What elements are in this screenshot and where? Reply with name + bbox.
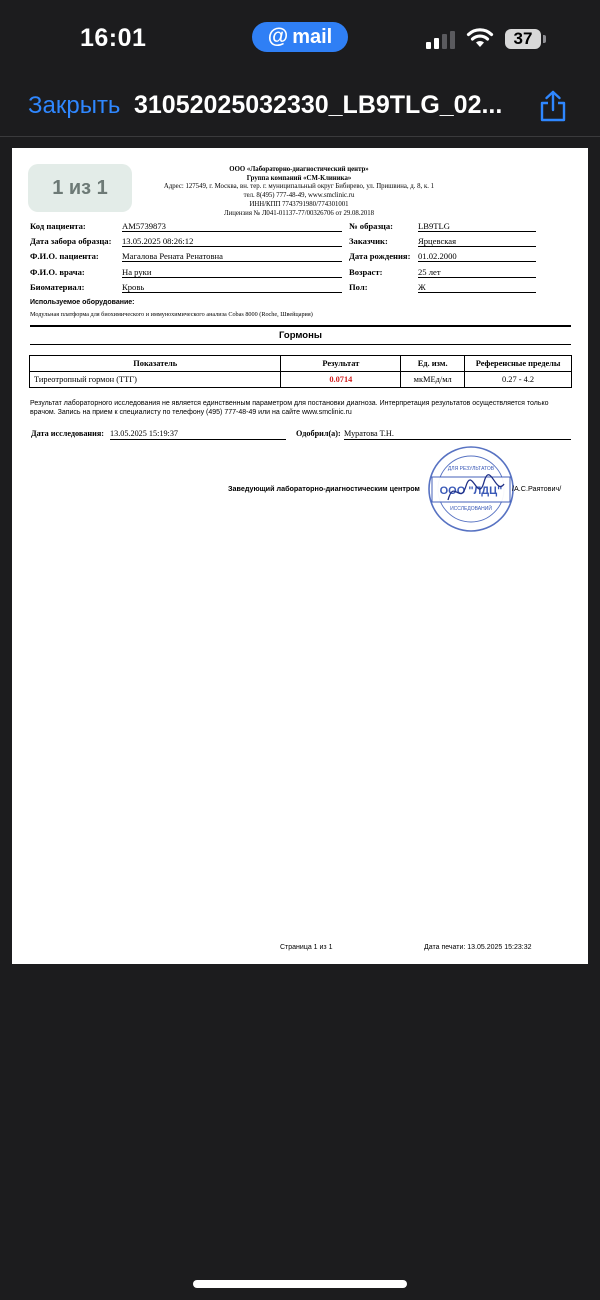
birth-date-value: 01.02.2000	[418, 251, 536, 262]
battery-cap	[543, 35, 546, 43]
page-counter: 1 из 1	[28, 164, 132, 212]
footer-print-date: Дата печати: 13.05.2025 15:23:32	[424, 944, 532, 951]
stamp-line-2: ООО "ЛДЦ"	[439, 485, 503, 497]
lab-address: Адрес: 127549, г. Москва, вн. тер. г. муниципальный округ Бибирево, ул. Пришвина, д. 8, к. 1	[163, 183, 435, 191]
birth-date-label: Дата рождения:	[349, 251, 411, 261]
research-date-value: 13.05.2025 15:19:37	[110, 428, 286, 440]
section-divider-top	[30, 325, 571, 327]
indicator-name: Тиреотропный гормон (ТТГ)	[30, 372, 281, 388]
lab-contacts: тел. 8(495) 777-48-49, www.smclinic.ru	[243, 192, 355, 200]
unit-value: мкМЕд/мл	[401, 372, 465, 388]
lab-header	[134, 166, 464, 218]
mail-return-pill[interactable]	[252, 22, 348, 52]
results-table	[29, 355, 572, 388]
share-icon[interactable]	[538, 90, 568, 122]
patient-name-label: Ф.И.О. пациента:	[30, 251, 99, 261]
stamp-line-3: ИССЛЕДОВАНИЙ	[450, 506, 492, 512]
stamp-line-1: ДЛЯ РЕЗУЛЬТАТОВ	[447, 466, 495, 472]
sample-number-value: LB9TLG	[418, 221, 536, 232]
section-title: Гормоны	[279, 330, 322, 341]
customer-label: Заказчик:	[349, 236, 388, 246]
status-bar	[0, 0, 600, 80]
close-button[interactable]: Закрыть	[28, 92, 121, 119]
disclaimer-text: Результат лабораторного исследования не является единственным параметром для постановки диагноза. Интерпретация результатов осуществляется только врачом. Запись на прием к специалисту по телефону (495) 777-48-49 или на сайте www.smclinic.ru	[30, 400, 549, 416]
sex-value: Ж	[418, 282, 536, 293]
lab-license: Лицензия № Л041-01137-77/00326706 от 29.08.2018	[223, 209, 375, 217]
home-indicator[interactable]	[193, 1280, 407, 1288]
biomaterial-value: Кровь	[122, 282, 342, 293]
battery-level: 37	[513, 29, 533, 48]
approved-by-label: Одобрил(а):	[296, 429, 341, 438]
head-of-lab-name: /А.С.Раятович/	[512, 484, 562, 493]
at-sign-icon: @	[267, 25, 289, 48]
age-label: Возраст:	[349, 267, 383, 277]
equipment-label: Используемое оборудование:	[30, 299, 135, 306]
customer-value: Ярцевская	[418, 236, 536, 247]
head-of-lab-title: Заведующий лабораторно-диагностическим центром	[228, 484, 420, 493]
sample-date-label: Дата забора образца:	[30, 236, 112, 246]
mail-pill-label: mail	[292, 25, 333, 48]
table-header-row	[30, 356, 572, 372]
sample-number-label: № образца:	[349, 221, 394, 231]
sex-label: Пол:	[349, 282, 368, 292]
sample-date-value: 13.05.2025 08:26:12	[122, 236, 342, 247]
doctor-name-value: На руки	[122, 267, 342, 278]
document-page[interactable]	[12, 148, 588, 964]
column-header-unit: Ед. изм.	[401, 356, 465, 372]
cellular-signal-icon	[426, 31, 458, 49]
section-divider-bottom	[30, 344, 571, 345]
lab-group-name: Группа компаний «СМ-Клиника»	[246, 174, 352, 182]
status-time: 16:01	[80, 24, 147, 52]
column-header-indicator: Показатель	[30, 356, 281, 372]
navigation-bar	[0, 80, 600, 137]
doctor-name-label: Ф.И.О. врача:	[30, 267, 85, 277]
patient-name-value: Магалова Рената Ренатовна	[122, 251, 342, 262]
table-row	[30, 372, 572, 388]
column-header-result: Результат	[281, 356, 401, 372]
lab-inn: ИНН/КПП 7743791980/774301001	[249, 200, 349, 208]
wifi-icon	[466, 27, 494, 49]
document-title: 31052025032330_LB9TLG_02...	[134, 91, 503, 119]
age-value: 25 лет	[418, 267, 536, 278]
reference-range: 0.27 - 4.2	[465, 372, 572, 388]
equipment-value: Модульная платформа для биохимического и иммунохимического анализа Cobas 8000 (Roche, Швейцария)	[30, 311, 313, 318]
footer-page-number: Страница 1 из 1	[280, 944, 333, 951]
column-header-range: Референсные пределы	[465, 356, 572, 372]
lab-org-name: ООО «Лабораторно-диагностический центр»	[229, 166, 369, 173]
patient-code-label: Код пациента:	[30, 221, 86, 231]
battery-icon	[505, 29, 541, 49]
lab-stamp	[426, 444, 516, 534]
approved-by-value: Муратова Т.Н.	[344, 428, 571, 440]
research-date-label: Дата исследования:	[31, 429, 105, 438]
result-value: 0.0714	[281, 372, 401, 388]
patient-code-value: AM5739873	[122, 221, 342, 232]
biomaterial-label: Биоматериал:	[30, 282, 85, 292]
